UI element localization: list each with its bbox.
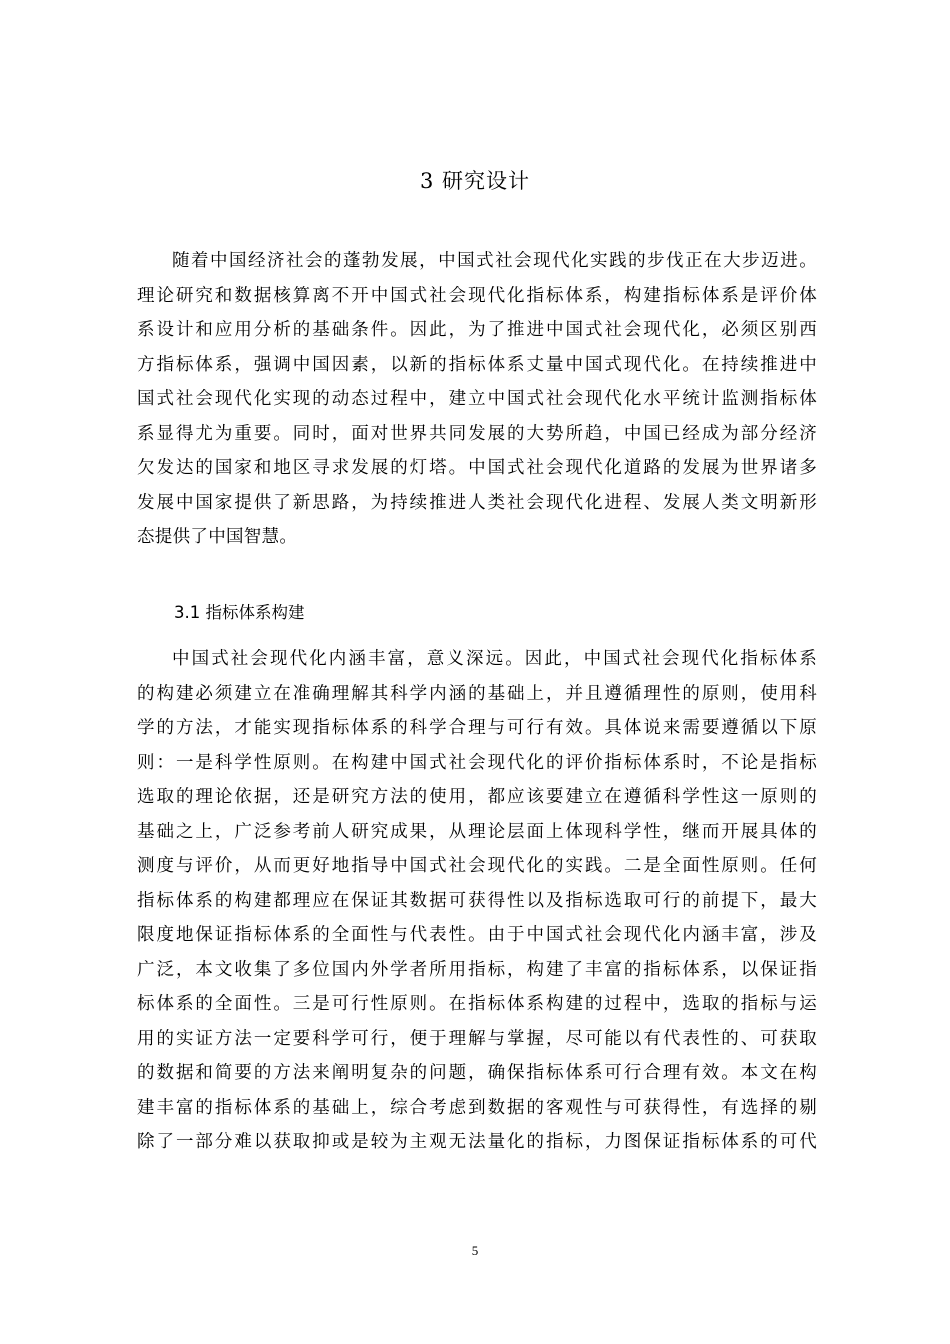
paragraph-line: 标体系的全面性。三是可行性原则。在指标体系构建的过程中，选取的指标与运 bbox=[137, 994, 817, 1014]
paragraph-line: 学的方法，才能实现指标体系的科学合理与可行有效。具体说来需要遵循以下原 bbox=[137, 718, 817, 738]
paragraph-line: 系设计和应用分析的基础条件。因此，为了推进中国式社会现代化，必须区别西 bbox=[137, 320, 817, 340]
paragraph-line: 广泛，本文收集了多位国内外学者所用指标，构建了丰富的指标体系，以保证指 bbox=[137, 959, 817, 980]
paragraph-line: 指标体系的构建都理应在保证其数据可获得性以及指标选取可行的前提下，最大 bbox=[137, 890, 817, 911]
paragraph-line: 基础之上，广泛参考前人研究成果，从理论层面上体现科学性，继而开展具体的 bbox=[137, 821, 817, 842]
paragraph-line: 发展中国家提供了新思路，为持续推进人类社会现代化进程、发展人类文明新形 bbox=[137, 492, 817, 513]
paragraph-line: 欠发达的国家和地区寻求发展的灯塔。中国式社会现代化道路的发展为世界诸多 bbox=[137, 458, 817, 478]
paragraph-line: 的构建必须建立在准确理解其科学内涵的基础上，并且遵循理性的原则，使用科 bbox=[137, 683, 817, 704]
paragraph-line: 态提供了中国智慧。 bbox=[137, 527, 298, 547]
paragraph-line: 除了一部分难以获取抑或是较为主观无法量化的指标，力图保证指标体系的可代 bbox=[137, 1132, 817, 1152]
paragraph-line: 系显得尤为重要。同时，面对世界共同发展的大势所趋，中国已经成为部分经济 bbox=[137, 423, 817, 444]
paragraph-line: 中国式社会现代化内涵丰富，意义深远。因此，中国式社会现代化指标体系 bbox=[172, 649, 817, 669]
paragraph-line: 方指标体系，强调中国因素，以新的指标体系丈量中国式现代化。在持续推进中 bbox=[137, 354, 817, 375]
paragraph-line: 国式社会现代化实现的动态过程中，建立中国式社会现代化水平统计监测指标体 bbox=[137, 389, 817, 409]
paragraph-line: 建丰富的指标体系的基础上，综合考虑到数据的客观性与可获得性，有选择的剔 bbox=[137, 1097, 817, 1118]
paragraph-line: 则：一是科学性原则。在构建中国式社会现代化的评价指标体系时，不论是指标 bbox=[137, 752, 817, 773]
section-heading: 3.1 指标体系构建 bbox=[174, 603, 305, 622]
chapter-title: 3 研究设计 bbox=[419, 169, 531, 193]
paragraph-line: 限度地保证指标体系的全面性与代表性。由于中国式社会现代化内涵丰富，涉及 bbox=[137, 925, 817, 945]
paragraph-line: 随着中国经济社会的蓬勃发展，中国式社会现代化实践的步伐正在大步迈进。 bbox=[172, 251, 817, 271]
paragraph-line: 测度与评价，从而更好地指导中国式社会现代化的实践。二是全面性原则。任何 bbox=[137, 856, 817, 876]
paragraph-line: 的数据和简要的方法来阐明复杂的问题，确保指标体系可行合理有效。本文在构 bbox=[137, 1063, 817, 1083]
page-number: 5 bbox=[471, 1243, 479, 1258]
paragraph-line: 理论研究和数据核算离不开中国式社会现代化指标体系，构建指标体系是评价体 bbox=[137, 285, 817, 306]
paragraph-line: 用的实证方法一定要科学可行，便于理解与掌握，尽可能以有代表性的、可获取 bbox=[137, 1028, 817, 1049]
section-paragraph bbox=[137, 642, 817, 1160]
intro-paragraph bbox=[137, 244, 817, 555]
paragraph-line: 选取的理论依据，还是研究方法的使用，都应该要建立在遵循科学性这一原则的 bbox=[137, 787, 817, 807]
